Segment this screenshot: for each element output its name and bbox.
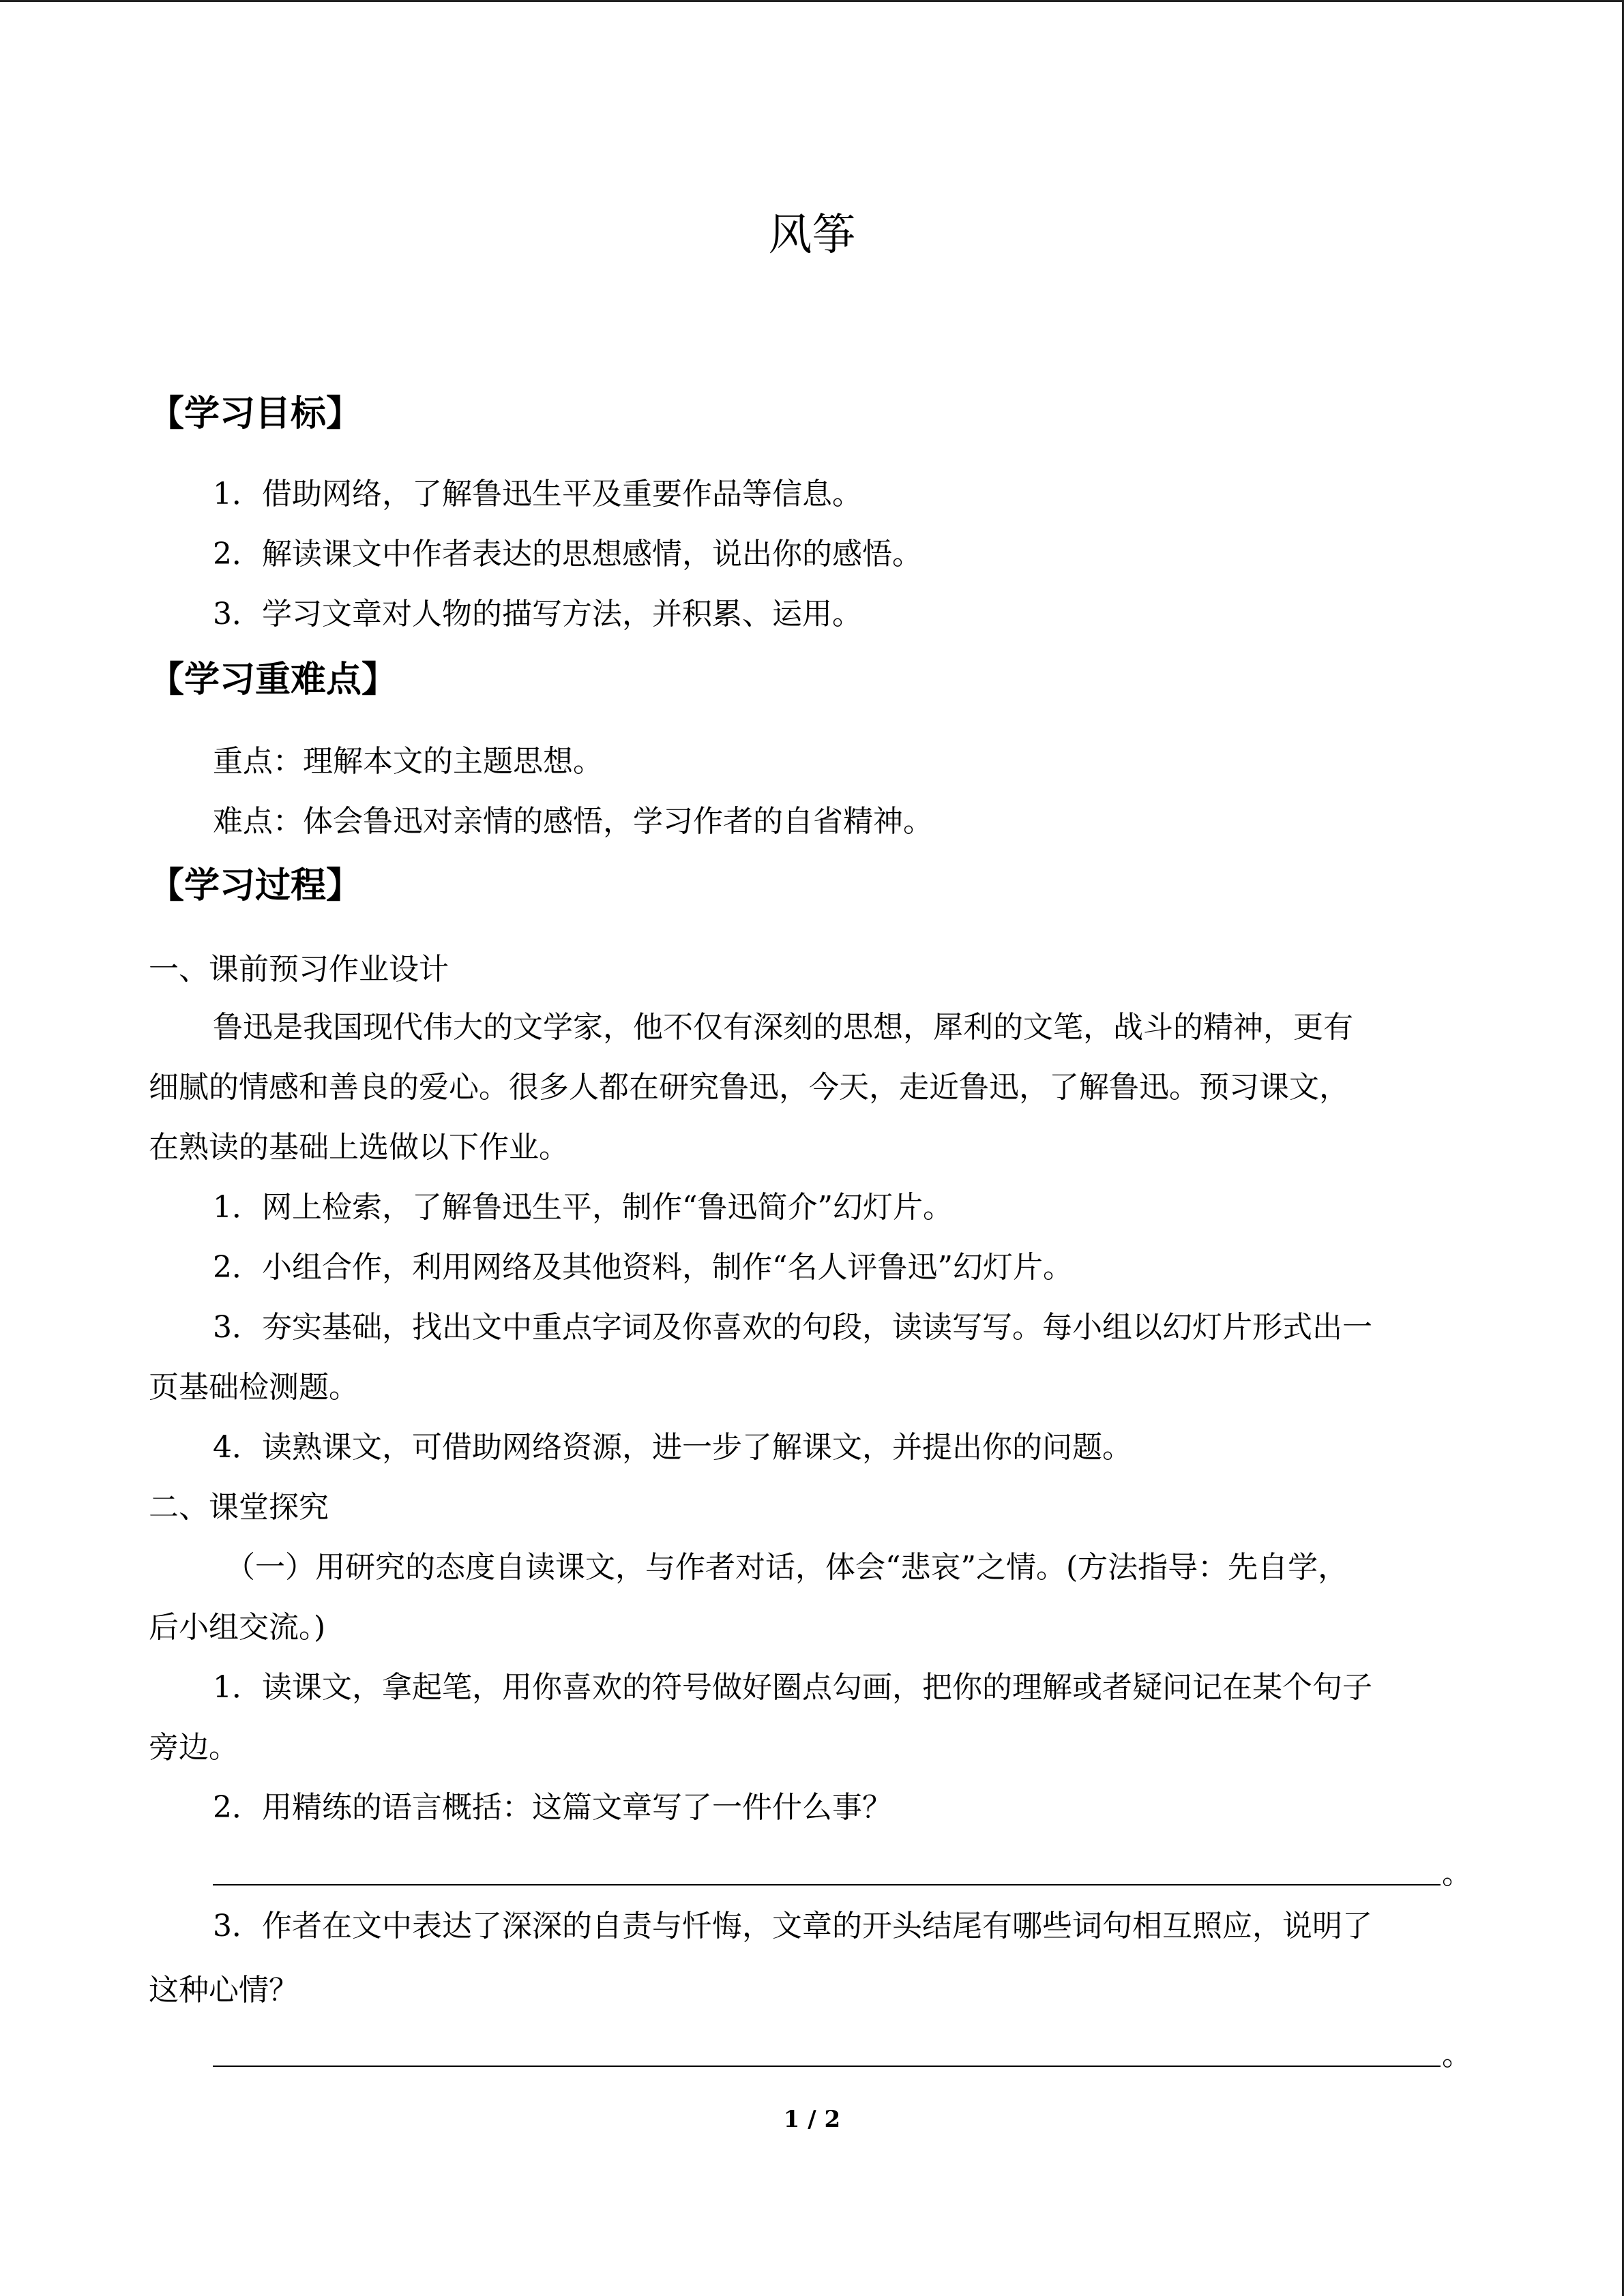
difficulty-text: 难点：体会鲁迅对亲情的感悟，学习作者的自省精神。 bbox=[213, 804, 933, 839]
part1-task-2: 2．小组合作，利用网络及其他资料，制作“名人评鲁迅”幻灯片。 bbox=[213, 1250, 1073, 1285]
objectives-heading: 【学习目标】 bbox=[149, 393, 362, 434]
part2-sub1-line-1: （一）用研究的态度自读课文，与作者对话，体会“悲哀”之情。(方法指导：先自学， bbox=[225, 1550, 1348, 1585]
document-title: 风筝 bbox=[768, 210, 856, 260]
part1-title: 一、课前预习作业设计 bbox=[149, 952, 449, 987]
part2-q1-line-2: 旁边。 bbox=[149, 1730, 239, 1765]
answer-period-q3: 。 bbox=[1442, 2038, 1472, 2072]
answer-line-q3[interactable] bbox=[213, 2066, 1441, 2067]
part2-sub1-line-2: 后小组交流。) bbox=[149, 1610, 326, 1645]
answer-period-q2: 。 bbox=[1442, 1856, 1472, 1891]
focus-text: 重点：理解本文的主题思想。 bbox=[213, 744, 603, 779]
part1-intro-line-3: 在熟读的基础上选做以下作业。 bbox=[149, 1130, 569, 1165]
part2-q2: 2．用精练的语言概括：这篇文章写了一件什么事？ bbox=[213, 1790, 892, 1825]
part1-intro-line-1: 鲁迅是我国现代伟大的文学家，他不仅有深刻的思想，犀利的文笔，战斗的精神，更有 bbox=[213, 1010, 1353, 1045]
part2-title: 二、课堂探究 bbox=[149, 1490, 329, 1525]
part1-task-3-line-1: 3．夯实基础，找出文中重点字词及你喜欢的句段，读读写写。每小组以幻灯片形式出一 bbox=[213, 1310, 1372, 1345]
process-heading: 【学习过程】 bbox=[149, 865, 362, 906]
part1-task-3-line-2: 页基础检测题。 bbox=[149, 1370, 359, 1405]
part1-task-1: 1．网上检索，了解鲁迅生平，制作“鲁迅简介”幻灯片。 bbox=[213, 1190, 953, 1225]
part1-task-4: 4．读熟课文，可借助网络资源，进一步了解课文，并提出你的问题。 bbox=[213, 1430, 1132, 1465]
answer-line-q2[interactable] bbox=[213, 1884, 1441, 1885]
part2-q1-line-1: 1．读课文，拿起笔，用你喜欢的符号做好圈点勾画，把你的理解或者疑问记在某个句子 bbox=[213, 1670, 1372, 1705]
objective-item-2: 2．解读课文中作者表达的思想感情，说出你的感悟。 bbox=[213, 537, 922, 571]
page-border-top bbox=[0, 0, 1624, 2]
page-number: 1 / 2 bbox=[783, 2106, 841, 2133]
objective-item-1: 1．借助网络，了解鲁迅生平及重要作品等信息。 bbox=[213, 477, 862, 511]
objective-item-3: 3．学习文章对人物的描写方法，并积累、运用。 bbox=[213, 597, 862, 631]
part2-q3-line-1: 3．作者在文中表达了深深的自责与忏悔，文章的开头结尾有哪些词句相互照应，说明了 bbox=[213, 1909, 1372, 1943]
part1-intro-line-2: 细腻的情感和善良的爱心。很多人都在研究鲁迅，今天，走近鲁迅，了解鲁迅。预习课文， bbox=[149, 1070, 1349, 1105]
key-points-heading: 【学习重难点】 bbox=[149, 659, 398, 700]
part2-q3-line-2: 这种心情？ bbox=[149, 1973, 299, 2008]
